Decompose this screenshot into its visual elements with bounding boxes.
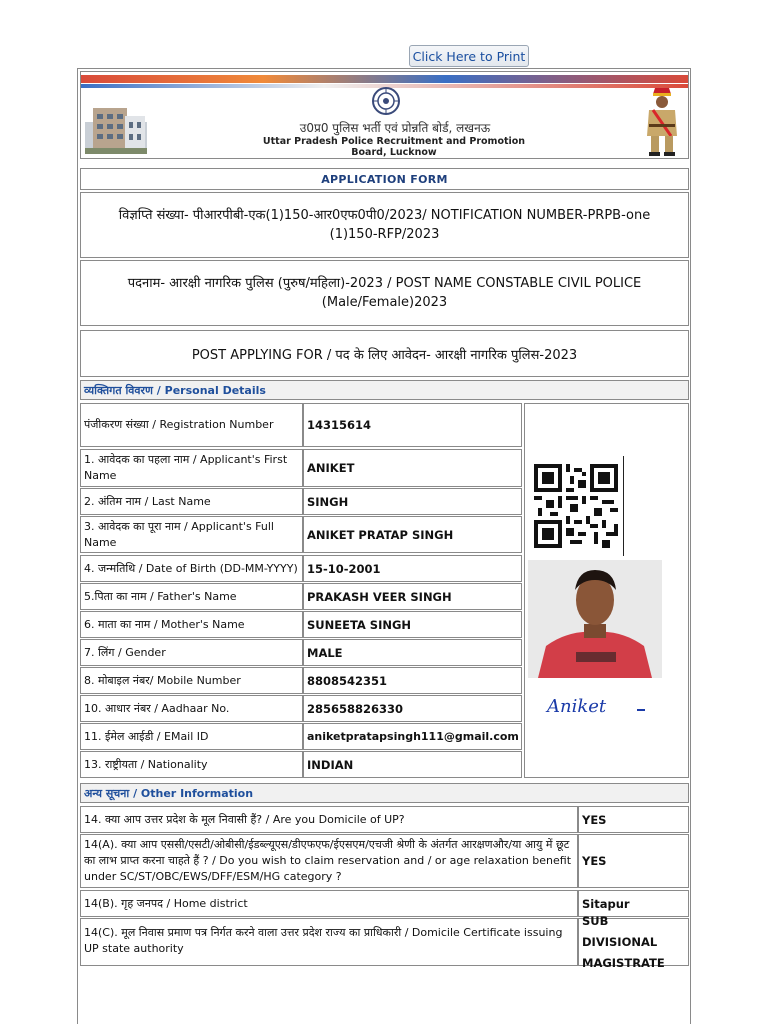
board-title-english: Uttar Pradesh Police Recruitment and Promotion Board, Lucknow [262, 136, 526, 158]
value-aadhaar-number: 285658826330 [303, 695, 522, 722]
post-name: पदनाम- आरक्षी नागरिक पुलिस (पुरुष/महिला)-2023 / POST NAME CONSTABLE CIVIL POLICE (Male/Female)2023 [80, 260, 689, 326]
notification-number: विज्ञप्ति संख्या- पीआरपीबी-एक(1)150-आर0एफ0पी0/2023/ NOTIFICATION NUMBER-PRPB-one (1)150-RFP/2023 [80, 192, 689, 258]
value-domicile-up: YES [578, 806, 689, 833]
value-last-name: SINGH [303, 488, 522, 515]
print-button[interactable]: Click Here to Print [409, 45, 529, 67]
label-registration-number: पंजीकरण संख्या / Registration Number [80, 403, 303, 447]
board-title-hindi: उ0प्र0 पुलिस भर्ती एवं प्रोन्नति बोर्ड, लखनऊ [299, 121, 491, 135]
value-nationality: INDIAN [303, 751, 522, 778]
value-registration-number: 14315614 [303, 403, 522, 447]
label-date-of-birth: 4. जन्मतिथि / Date of Birth (DD-MM-YYYY) [80, 555, 303, 582]
police-officer-icon [641, 82, 683, 156]
value-full-name: ANIKET PRATAP SINGH [303, 516, 522, 553]
value-gender: MALE [303, 639, 522, 666]
qr-divider [623, 456, 624, 556]
value-mother-name: SUNEETA SINGH [303, 611, 522, 638]
value-reservation-claim: YES [578, 834, 689, 888]
value-mobile-number: 8808542351 [303, 667, 522, 694]
police-emblem-icon [371, 86, 401, 116]
label-last-name: 2. अंतिम नाम / Last Name [80, 488, 303, 515]
label-mother-name: 6. माता का नाम / Mother's Name [80, 611, 303, 638]
value-first-name: ANIKET [303, 449, 522, 487]
label-reservation-claim: 14(A). क्या आप एससी/एसटी/ओबीसी/ईडब्ल्यूएस/डीएफएफ/ईएसएम/एचजी श्रेणी के अंतर्गत आरक्षणऔर/या आयु में छूट का लाभ प्राप्त करना चाहते हैं ? / Do you wish to claim reservation and / or age relaxation benefit under SC/ST/OBC/EWS/DFF/ESM/HG category ? [80, 834, 578, 888]
label-full-name: 3. आवेदक का पूरा नाम / Applicant's Full Name [80, 516, 303, 553]
qr-code-icon [534, 462, 618, 550]
personal-details-heading: व्यक्तिगत विवरण / Personal Details [80, 380, 689, 400]
other-information-heading: अन्य सूचना / Other Information [80, 783, 689, 803]
photo-panel [524, 403, 689, 778]
label-domicile-authority: 14(C). मूल निवास प्रमाण पत्र निर्गत करने वाला उत्तर प्रदेश राज्य का प्राधिकारी / Domicile Certificate issuing UP state authority [80, 918, 578, 966]
label-aadhaar-number: 10. आधार नंबर / Aadhaar No. [80, 695, 303, 722]
value-domicile-authority: SUB DIVISIONAL MAGISTRATE [578, 918, 689, 966]
label-nationality: 13. राष्ट्रीयता / Nationality [80, 751, 303, 778]
value-home-district: Sitapur [578, 890, 689, 917]
value-father-name: PRAKASH VEER SINGH [303, 583, 522, 610]
label-first-name: 1. आवेदक का पहला नाम / Applicant's First Name [80, 449, 303, 487]
value-email-id: aniketpratapsingh111@gmail.com [303, 723, 522, 750]
label-mobile-number: 8. मोबाइल नंबर/ Mobile Number [80, 667, 303, 694]
applicant-signature [533, 688, 661, 722]
value-date-of-birth: 15-10-2001 [303, 555, 522, 582]
building-icon [85, 102, 147, 154]
svg-text:Aniket: Aniket [547, 696, 607, 717]
applicant-photo [528, 560, 662, 678]
post-applying-for: POST APPLYING FOR / पद के लिए आवेदन- आरक्षी नागरिक पुलिस-2023 [80, 330, 689, 377]
application-form-title: APPLICATION FORM [80, 168, 689, 190]
label-domicile-up: 14. क्या आप उत्तर प्रदेश के मूल निवासी हैं? / Are you Domicile of UP? [80, 806, 578, 833]
header-banner [80, 71, 689, 159]
label-gender: 7. लिंग / Gender [80, 639, 303, 666]
label-email-id: 11. ईमेल आईडी / EMail ID [80, 723, 303, 750]
banner-stripe [81, 75, 688, 83]
label-father-name: 5.पिता का नाम / Father's Name [80, 583, 303, 610]
label-home-district: 14(B). गृह जनपद / Home district [80, 890, 578, 917]
